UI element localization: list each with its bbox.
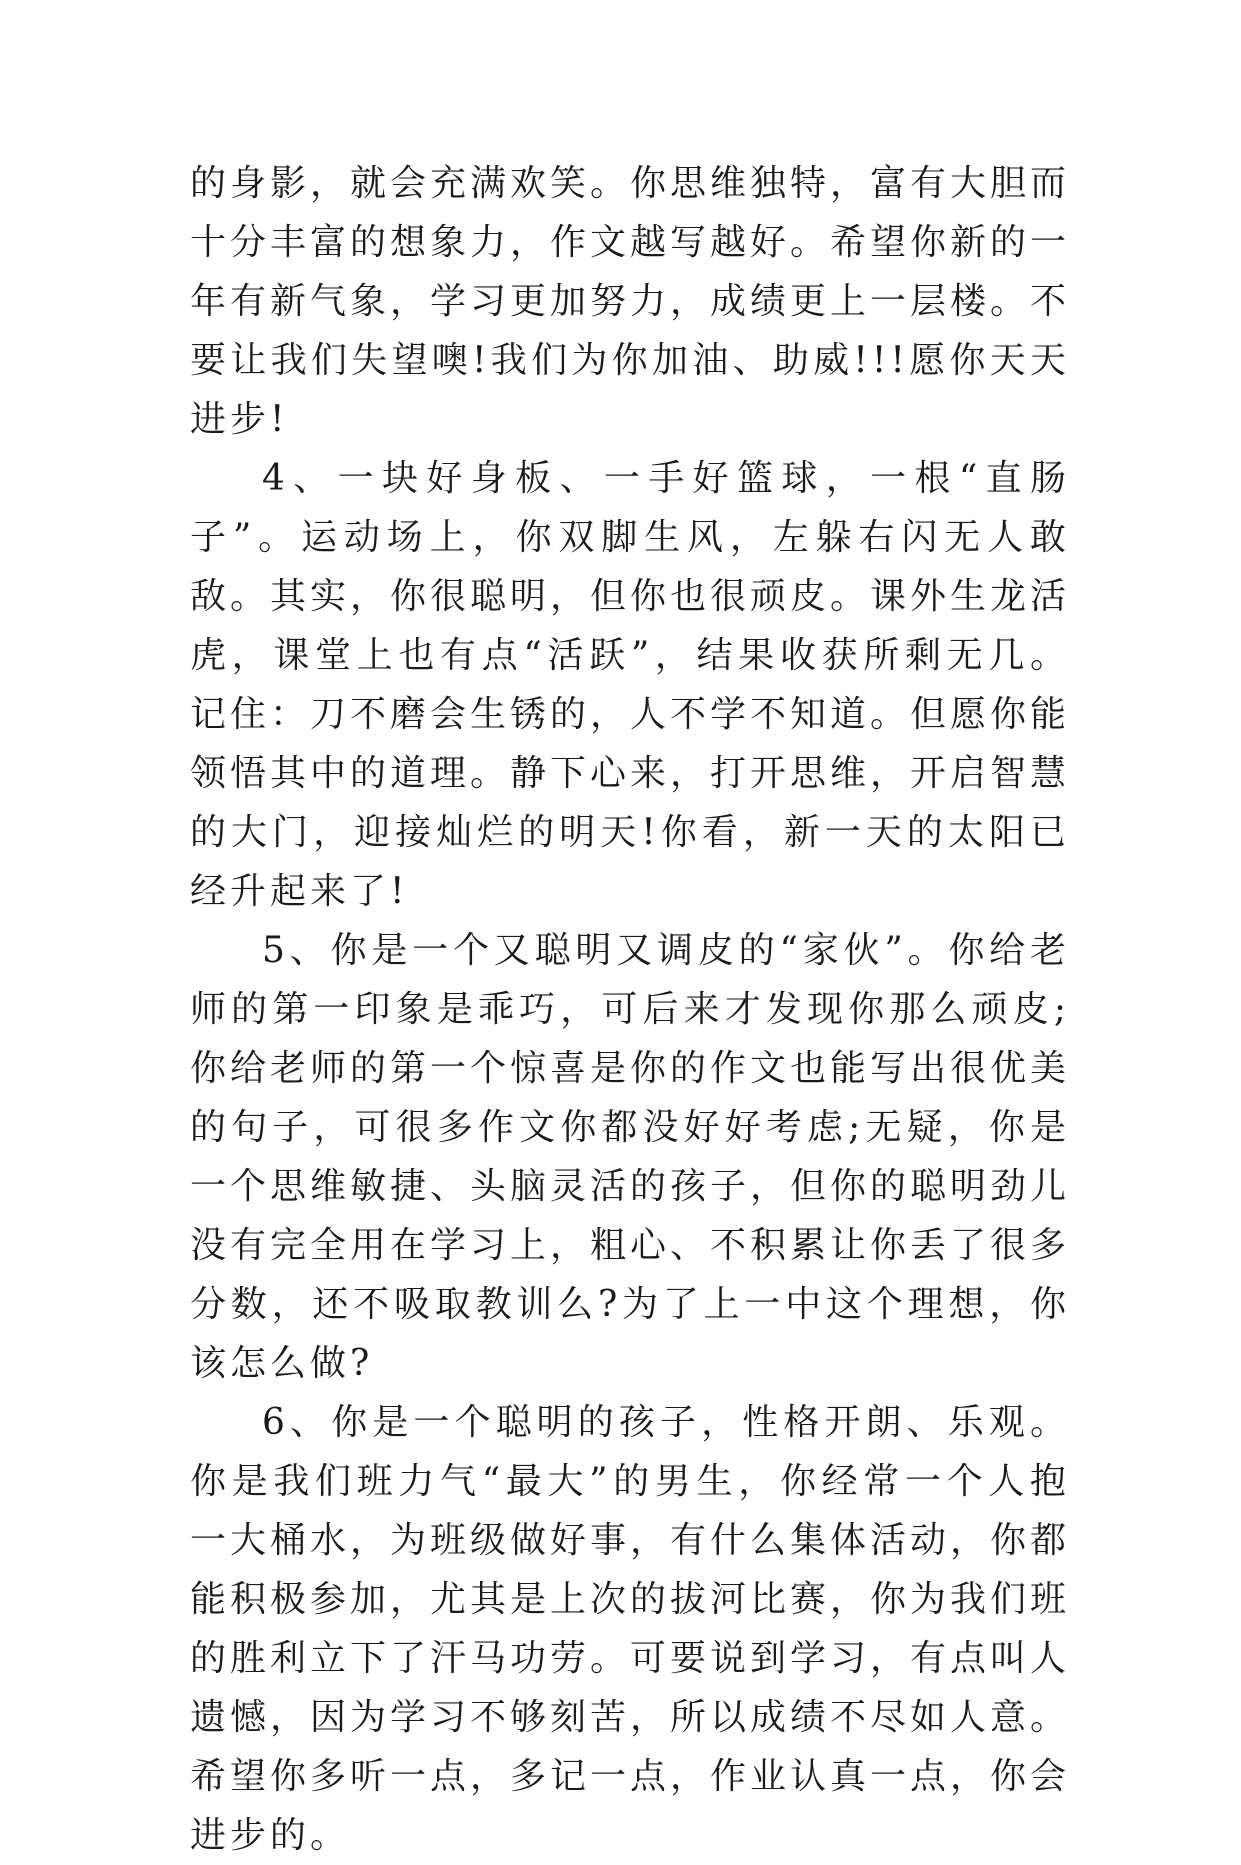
paragraph-comment-6: 6、你是一个聪明的孩子，性格开朗、乐观。你是我们班力气“最大”的男生，你经常一个人抱一大桶水，为班级做好事，有什么集体活动，你都能积极参加，尤其是上次的拔河比赛，你为我们班的胜利立下了汗马功劳。可要说到学习，有点叫人遗憾，因为学习不够刻苦，所以成绩不尽如人意。希望你多听一点，多记一点，作业认真一点，你会进步的。 (190, 1402, 1071, 1856)
paragraph-comment-4: 4、一块好身板、一手好篮球，一根“直肠子”。运动场上，你双脚生风，左躲右闪无人敢敌。其实，你很聪明，但你也很顽皮。课外生龙活虎，课堂上也有点“活跃”，结果收获所剩无几。记住：刀不磨会生锈的，人不学不知道。但愿你能领悟其中的道理。静下心来，打开思维，开启智慧的大门，迎接灿烂的明天!你看，新一天的太阳已经升起来了! (190, 458, 1071, 912)
paragraph-continuation: 的身影，就会充满欢笑。你思维独特，富有大胆而十分丰富的想象力，作文越写越好。希望你新的一年有新气象，学习更加努力，成绩更上一层楼。不要让我们失望噢!我们为你加油、助威!!!愿你天天进步! (190, 163, 1071, 440)
paragraph-comment-5: 5、你是一个又聪明又调皮的“家伙”。你给老师的第一印象是乖巧，可后来才发现你那么顽皮;你给老师的第一个惊喜是你的作文也能写出很优美的句子，可很多作文你都没好好考虑;无疑，你是一个思维敏捷、头脑灵活的孩子，但你的聪明劲儿没有完全用在学习上，粗心、不积累让你丢了很多分数，还不吸取教训么?为了上一中这个理想，你该怎么做? (190, 930, 1071, 1384)
document-body (190, 154, 1070, 1865)
